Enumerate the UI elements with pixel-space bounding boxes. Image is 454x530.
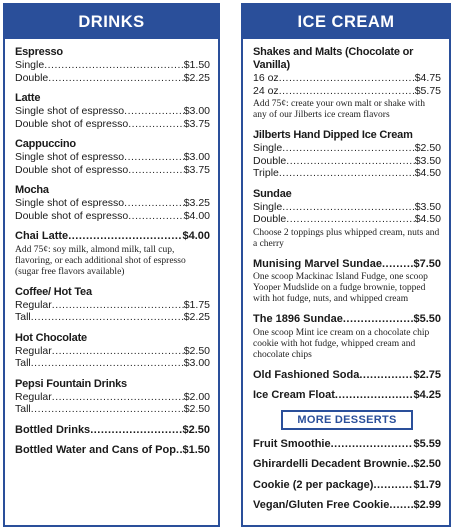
size-option-price: $3.00 — [183, 105, 210, 117]
size-option — [253, 167, 441, 180]
section-title: Cappuccino — [15, 138, 76, 150]
dot-leader — [52, 391, 184, 404]
size-option — [15, 164, 210, 177]
size-option-label: 24 oz — [253, 84, 279, 97]
size-option — [253, 85, 441, 98]
dot-leader — [359, 369, 413, 382]
dessert-item-price: $5.59 — [413, 437, 441, 450]
dot-leader — [373, 479, 413, 492]
dot-leader — [279, 72, 415, 85]
dessert-item — [253, 438, 441, 451]
menu-section — [15, 230, 210, 278]
dot-leader — [124, 151, 184, 164]
size-option-price: $1.75 — [183, 298, 210, 311]
section-title: Latte — [15, 92, 41, 104]
size-option — [15, 59, 210, 72]
dessert-item — [253, 499, 441, 512]
size-option — [15, 105, 210, 118]
drinks-panel — [3, 3, 220, 527]
section-title: Pepsi Fountain Drinks — [15, 377, 127, 390]
menu-section — [15, 286, 210, 324]
size-option-label: Regular — [15, 298, 52, 311]
size-option-price: $2.25 — [183, 311, 210, 323]
menu-item-label: The 1896 Sundae — [253, 313, 343, 325]
menu-section — [253, 258, 441, 306]
section-title: Coffee/ Hot Tea — [15, 285, 92, 298]
size-option-label: Single shot of espresso — [15, 105, 125, 117]
dot-leader — [31, 357, 184, 370]
menu-section — [15, 424, 210, 437]
dot-leader — [389, 499, 413, 512]
menu-section — [15, 92, 210, 130]
size-option-label: Double — [15, 71, 49, 84]
size-option-label: Single — [15, 59, 45, 71]
menu-section — [253, 188, 441, 250]
menu-item — [15, 444, 210, 457]
menu-item-label: Ice Cream Float — [253, 389, 335, 401]
dot-leader — [331, 438, 414, 451]
menu-section — [253, 129, 441, 180]
menu-item — [15, 424, 210, 437]
dot-leader — [44, 59, 184, 72]
size-option-price: $3.25 — [183, 197, 210, 209]
size-option-label: Double shot of espresso — [15, 163, 129, 176]
size-option — [253, 142, 441, 155]
dessert-item-label: Cookie (2 per package) — [253, 478, 374, 491]
dot-leader — [52, 345, 184, 358]
size-option-price: $3.75 — [183, 117, 210, 130]
dessert-item-price: $2.99 — [413, 499, 441, 511]
size-option-label: Double — [253, 154, 287, 167]
menu-item — [15, 230, 210, 243]
size-option-price: $4.75 — [414, 72, 441, 84]
size-option-label: Tall — [15, 403, 31, 415]
section-note: Add 75¢: create your own malt or shake with any of our Jilberts ice cream flavors — [253, 99, 426, 120]
dot-leader — [286, 155, 414, 168]
menu-section — [15, 46, 210, 84]
dot-leader — [282, 142, 415, 155]
size-option — [15, 210, 210, 223]
size-option-label: Tall — [15, 311, 31, 323]
dot-leader — [335, 389, 414, 402]
dot-leader — [124, 197, 184, 210]
section-title: Jilberts Hand Dipped Ice Cream — [253, 129, 413, 141]
size-option-price: $3.50 — [414, 200, 441, 213]
menu-item-label: Old Fashioned Soda — [253, 368, 360, 381]
size-option-label: Triple — [253, 167, 279, 179]
menu-item-price: $4.00 — [182, 230, 210, 242]
size-option-label: Regular — [15, 344, 52, 357]
dot-leader — [31, 403, 184, 416]
section-title: Hot Chocolate — [15, 331, 87, 344]
drinks-header: DRINKS — [5, 5, 218, 39]
section-note: Choose 2 toppings plus whipped cream, nuts and a cherry — [253, 227, 440, 249]
size-option-price: $1.50 — [183, 59, 210, 71]
dot-leader — [124, 105, 184, 118]
menu-item — [253, 369, 441, 382]
dot-leader — [31, 311, 184, 324]
dot-leader — [286, 213, 414, 226]
size-option-price: $2.00 — [183, 390, 210, 403]
size-option-label: Single — [253, 200, 283, 213]
size-option-price: $3.75 — [183, 163, 210, 176]
menu-item-price: $2.50 — [182, 423, 210, 436]
size-option — [15, 311, 210, 324]
dessert-item-label: Fruit Smoothie — [253, 437, 331, 450]
size-option-label: 16 oz — [253, 72, 279, 84]
icecream-panel — [241, 3, 451, 527]
menu-item — [253, 313, 441, 326]
size-option-price: $2.50 — [183, 403, 210, 415]
menu-section — [253, 389, 441, 402]
size-option-price: $3.50 — [414, 154, 441, 167]
size-option-price: $2.50 — [414, 142, 441, 154]
menu-section — [15, 332, 210, 370]
size-option-label: Double shot of espresso — [15, 117, 129, 130]
dessert-item — [253, 479, 441, 492]
menu-section — [15, 138, 210, 176]
size-option-label: Single shot of espresso — [15, 197, 125, 209]
dot-leader — [128, 210, 183, 223]
size-option — [15, 345, 210, 358]
size-option-label: Single — [253, 142, 283, 154]
menu-item-label: Bottled Water and Cans of Pop — [15, 444, 176, 456]
section-title: Mocha — [15, 184, 49, 196]
menu-section — [253, 369, 441, 382]
dessert-item-price: $1.79 — [413, 478, 441, 491]
size-option — [253, 213, 441, 226]
size-option-price: $3.00 — [183, 357, 210, 369]
dot-leader — [128, 164, 183, 177]
size-option — [253, 72, 441, 85]
size-option — [15, 118, 210, 131]
menu-item-price: $7.50 — [413, 257, 441, 270]
menu-item-price: $5.50 — [413, 313, 441, 325]
size-option — [253, 155, 441, 168]
icecream-list — [243, 39, 449, 512]
dot-leader — [48, 72, 183, 85]
dessert-item-price: $2.50 — [413, 458, 441, 470]
dessert-item-label: Vegan/Gluten Free Cookie — [253, 499, 390, 511]
menu-item-label: Munising Marvel Sundae — [253, 257, 382, 270]
menu-section — [15, 444, 210, 457]
dot-leader — [282, 201, 415, 214]
menu-section — [253, 313, 441, 361]
dot-leader — [279, 85, 415, 98]
menu-item-label: Chai Latte — [15, 230, 69, 242]
size-option-price: $2.50 — [183, 344, 210, 357]
size-option — [15, 299, 210, 312]
icecream-header: ICE CREAM — [243, 5, 449, 39]
size-option-label: Regular — [15, 390, 52, 403]
dessert-item-label: Ghirardelli Decadent Brownie — [253, 458, 408, 470]
section-note: One scoop Mint ice cream on a chocolate chip cookie with hot fudge, whipped cream and chocolate chips — [253, 327, 430, 360]
size-option-price: $4.50 — [414, 167, 441, 179]
menu-section — [253, 46, 441, 121]
size-option — [15, 391, 210, 404]
section-title: Espresso — [15, 46, 63, 58]
dot-leader — [128, 118, 183, 131]
desserts-section — [253, 438, 441, 512]
dot-leader — [343, 313, 414, 326]
section-title: Sundae — [253, 187, 292, 200]
dot-leader — [382, 258, 414, 271]
size-option-price: $4.50 — [414, 213, 441, 225]
menu-item-price: $4.25 — [413, 389, 441, 401]
size-option — [15, 403, 210, 416]
menu-item — [253, 389, 441, 402]
dessert-item — [253, 458, 441, 471]
size-option — [15, 357, 210, 370]
menu-section — [15, 184, 210, 222]
size-option-label: Tall — [15, 357, 31, 369]
size-option-price: $3.00 — [183, 151, 210, 163]
size-option — [253, 201, 441, 214]
size-option-price: $4.00 — [183, 209, 210, 222]
menu-item — [253, 258, 441, 271]
dot-leader — [52, 299, 184, 312]
menu-item-price: $2.75 — [413, 368, 441, 381]
size-option-label: Single shot of espresso — [15, 151, 125, 163]
more-desserts-banner: MORE DESSERTS — [281, 410, 413, 430]
size-option-price: $5.75 — [414, 84, 441, 97]
menu-item-price: $1.50 — [182, 444, 210, 456]
menu-item-label: Bottled Drinks — [15, 423, 91, 436]
size-option — [15, 151, 210, 164]
dot-leader — [279, 167, 415, 180]
drinks-list — [5, 39, 218, 457]
dot-leader — [68, 230, 182, 243]
size-option-label: Double — [253, 213, 287, 225]
section-title: Shakes and Malts (Chocolate or Vanilla) — [253, 46, 414, 71]
size-option — [15, 197, 210, 210]
section-note: One scoop Mackinac Island Fudge, one scoop Yooper Mudslide on a fudge brownie, topped with hot fudge, nuts, and whipped cream — [253, 272, 428, 304]
size-option-price: $2.25 — [183, 71, 210, 84]
dot-leader — [90, 424, 182, 437]
size-option — [15, 72, 210, 85]
size-option-label: Double shot of espresso — [15, 209, 129, 222]
section-note: Add 75¢: soy milk, almond milk, tall cup, flavoring, or each additional shot of espresso (sugar free flavors available) — [15, 244, 186, 277]
menu-section — [15, 378, 210, 416]
